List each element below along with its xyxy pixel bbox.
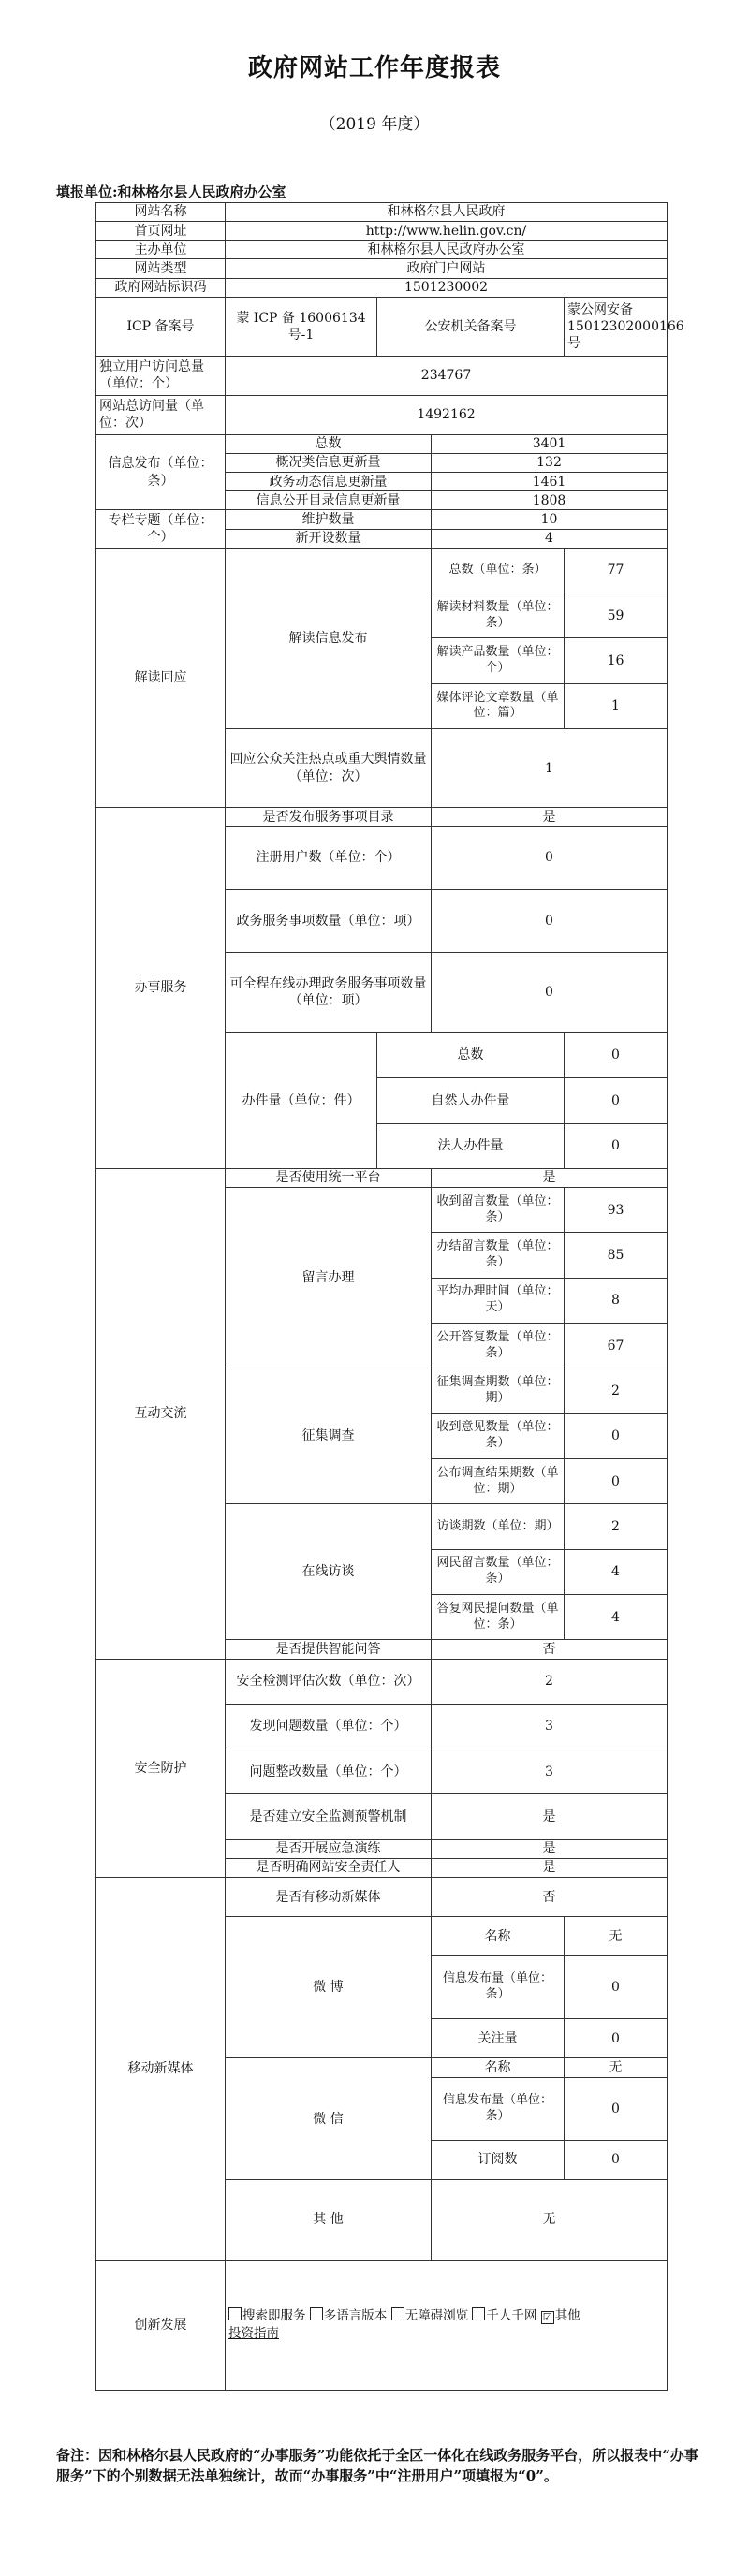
msg-done-label: 办结留言数量（单位：条） [432, 1233, 565, 1278]
msg-section-label: 留言办理 [226, 1188, 432, 1368]
interact-ai-label: 是否提供智能问答 [226, 1640, 432, 1659]
survey-results-label: 公布调查结果期数（单位：期） [432, 1459, 565, 1504]
talk-section-label: 在线访谈 [226, 1504, 432, 1640]
checkbox-personalized[interactable] [472, 2307, 485, 2320]
site-name-label: 网站名称 [96, 203, 226, 222]
weibo-follow-label: 关注量 [432, 2019, 565, 2058]
wechat-label: 微 信 [226, 2058, 432, 2179]
home-url-label: 首页网址 [96, 222, 226, 241]
service-catalog-label: 是否发布服务事项目录 [226, 808, 432, 827]
security-resp-label: 是否明确网站安全责任人 [226, 1858, 432, 1877]
visits-value: 1492162 [226, 395, 668, 434]
security-section-label: 安全防护 [96, 1659, 226, 1878]
msg-public-value: 67 [565, 1324, 668, 1368]
police-record-value: 蒙公网安备 15012302000166 号 [565, 297, 668, 356]
service-person-label: 自然人办件量 [377, 1078, 565, 1123]
msg-done-value: 85 [565, 1233, 668, 1278]
survey-results-value: 0 [565, 1459, 668, 1504]
talk-questions-label: 网民留言数量（单位：条） [432, 1549, 565, 1594]
column-new-label: 新开设数量 [226, 529, 432, 548]
security-fixed-value: 3 [432, 1749, 668, 1794]
visits-label: 网站总访问量（单位：次） [96, 395, 226, 434]
service-items-label: 政务服务事项数量（单位：项） [226, 889, 432, 952]
info-section-label: 信息发布（单位：条） [96, 434, 226, 510]
interp-total-label: 总数（单位：条） [432, 548, 565, 593]
report-year: （2019 年度） [319, 115, 430, 134]
interp-hot-label: 回应公众关注热点或重大舆情数量（单位：次） [226, 729, 432, 808]
service-legal-value: 0 [565, 1123, 668, 1168]
security-eval-label: 安全检测评估次数（单位：次） [226, 1659, 432, 1704]
weibo-posts-value: 0 [565, 1956, 668, 2019]
service-items-value: 0 [432, 889, 668, 952]
checkbox-other-checked[interactable]: ☑ [541, 2311, 554, 2324]
wechat-name-value: 无 [565, 2058, 668, 2077]
weibo-name-value: 无 [565, 1917, 668, 1956]
interp-section-label: 解读回应 [96, 548, 226, 807]
interp-material-label: 解读材料数量（单位：条） [432, 593, 565, 638]
service-users-value: 0 [432, 827, 668, 889]
footnote: 备注：因和林格尔县人民政府的“办事服务”功能依托于全区一体化在线政务服务平台，所以报表中“办事服务”下的个别数据无法单独统计，故而“办事服务”中“注册用户”项填报为“0”。 [56, 2447, 698, 2484]
host-org-label: 主办单位 [96, 241, 226, 259]
msg-avg-value: 8 [565, 1278, 668, 1323]
police-record-label: 公安机关备案号 [377, 297, 565, 356]
info-overview-value: 132 [432, 454, 668, 473]
interp-product-label: 解读产品数量（单位：个） [432, 638, 565, 683]
visitors-label: 独立用户访问总量（单位：个） [96, 356, 226, 395]
info-news-value: 1461 [432, 473, 668, 491]
talk-questions-value: 4 [565, 1549, 668, 1594]
visitors-value: 234767 [226, 356, 668, 395]
msg-public-label: 公开答复数量（单位：条） [432, 1324, 565, 1368]
interact-platform-value: 是 [432, 1168, 668, 1187]
column-maint-value: 10 [432, 510, 668, 529]
other-value: 无 [432, 2179, 668, 2260]
weibo-label: 微 博 [226, 1917, 432, 2058]
survey-count-label: 征集调查期数（单位：期） [432, 1368, 565, 1413]
security-monitor-label: 是否建立安全监测预警机制 [226, 1794, 432, 1839]
service-cases-total-label: 总数 [377, 1032, 565, 1077]
site-type-label: 网站类型 [96, 259, 226, 278]
report-table [95, 202, 684, 2391]
site-type-value: 政府门户网站 [226, 259, 668, 278]
msg-avg-label: 平均办理时间（单位：天） [432, 1278, 565, 1323]
interp-hot-value: 1 [432, 729, 668, 808]
security-found-value: 3 [432, 1704, 668, 1749]
weibo-follow-value: 0 [565, 2019, 668, 2058]
checkbox-search-service[interactable] [228, 2307, 242, 2320]
wechat-subs-label: 订阅数 [432, 2140, 565, 2179]
interact-ai-value: 否 [432, 1640, 668, 1659]
interact-platform-label: 是否使用统一平台 [226, 1168, 432, 1187]
talk-count-label: 访谈期数（单位：期） [432, 1504, 565, 1549]
wechat-posts-label: 信息发布量（单位：条） [432, 2077, 565, 2140]
mobile-has-value: 否 [432, 1878, 668, 1917]
talk-answers-label: 答复网民提问数量（单位：条） [432, 1595, 565, 1640]
service-catalog-value: 是 [432, 808, 668, 827]
innovation-options [226, 2260, 668, 2390]
weibo-posts-label: 信息发布量（单位：条） [432, 1956, 565, 2019]
interp-media-value: 1 [565, 683, 668, 728]
security-eval-value: 2 [432, 1659, 668, 1704]
column-section-label: 专栏专题（单位：个） [96, 510, 226, 548]
page-title: 政府网站工作年度报表 [247, 54, 501, 82]
mobile-section-label: 移动新媒体 [96, 1878, 226, 2261]
option-other-detail: 投资指南 [228, 2326, 279, 2342]
info-overview-label: 概况类信息更新量 [226, 454, 432, 473]
survey-count-value: 2 [565, 1368, 668, 1413]
option-search-service: 搜索即服务 [242, 2307, 306, 2323]
service-cases-label: 办件量（单位：件） [226, 1032, 377, 1168]
service-online-label: 可全程在线办理政务服务事项数量（单位：项） [226, 952, 432, 1032]
checkbox-multilingual[interactable] [310, 2307, 323, 2320]
service-legal-label: 法人办件量 [377, 1123, 565, 1168]
info-open-label: 信息公开目录信息更新量 [226, 491, 432, 510]
survey-opinions-label: 收到意见数量（单位：条） [432, 1413, 565, 1458]
interp-product-value: 16 [565, 638, 668, 683]
option-multilingual: 多语言版本 [323, 2307, 388, 2323]
service-person-value: 0 [565, 1078, 668, 1123]
column-maint-label: 维护数量 [226, 510, 432, 529]
mobile-has-label: 是否有移动新媒体 [226, 1878, 432, 1917]
security-found-label: 发现问题数量（单位：个） [226, 1704, 432, 1749]
survey-opinions-value: 0 [565, 1413, 668, 1458]
security-fixed-label: 问题整改数量（单位：个） [226, 1749, 432, 1794]
service-users-label: 注册用户数（单位：个） [226, 827, 432, 889]
filing-unit: 填报单位:和林格尔县人民政府办公室 [56, 183, 286, 200]
option-accessible: 无障碍浏览 [404, 2307, 469, 2323]
innovation-section-label: 创新发展 [96, 2260, 226, 2390]
wechat-subs-value: 0 [565, 2140, 668, 2179]
icp-value: 蒙 ICP 备 16006134 号-1 [226, 297, 377, 356]
icp-label: ICP 备案号 [96, 297, 226, 356]
talk-answers-value: 4 [565, 1595, 668, 1640]
interact-section-label: 互动交流 [96, 1168, 226, 1659]
service-cases-total-value: 0 [565, 1032, 668, 1077]
wechat-name-label: 名称 [432, 2058, 565, 2077]
home-url-value[interactable]: http://www.helin.gov.cn/ [226, 222, 668, 241]
wechat-posts-value: 0 [565, 2077, 668, 2140]
security-drill-label: 是否开展应急演练 [226, 1839, 432, 1858]
site-code-label: 政府网站标识码 [96, 278, 226, 297]
checkbox-accessible[interactable] [391, 2307, 404, 2320]
info-open-value: 1808 [432, 491, 668, 510]
msg-received-label: 收到留言数量（单位：条） [432, 1188, 565, 1233]
column-new-value: 4 [432, 529, 668, 548]
other-label: 其 他 [226, 2179, 432, 2260]
interp-material-value: 59 [565, 593, 668, 638]
talk-count-value: 2 [565, 1504, 668, 1549]
security-monitor-value: 是 [432, 1794, 668, 1839]
interp-pub-label: 解读信息发布 [226, 548, 432, 728]
info-news-label: 政务动态信息更新量 [226, 473, 432, 491]
option-other: 其他 [554, 2307, 580, 2323]
option-personalized: 千人千网 [486, 2307, 537, 2323]
survey-section-label: 征集调查 [226, 1368, 432, 1504]
interp-media-label: 媒体评论文章数量（单位：篇） [432, 683, 565, 728]
security-resp-value: 是 [432, 1858, 668, 1877]
info-total-value: 3401 [432, 434, 668, 453]
site-name-value: 和林格尔县人民政府 [226, 203, 668, 222]
service-online-value: 0 [432, 952, 668, 1032]
service-section-label: 办事服务 [96, 808, 226, 1169]
site-code-value: 1501230002 [226, 278, 668, 297]
weibo-name-label: 名称 [432, 1917, 565, 1956]
security-drill-value: 是 [432, 1839, 668, 1858]
interp-total-value: 77 [565, 548, 668, 593]
host-org-value: 和林格尔县人民政府办公室 [226, 241, 668, 259]
info-total-label: 总数 [226, 434, 432, 453]
msg-received-value: 93 [565, 1188, 668, 1233]
